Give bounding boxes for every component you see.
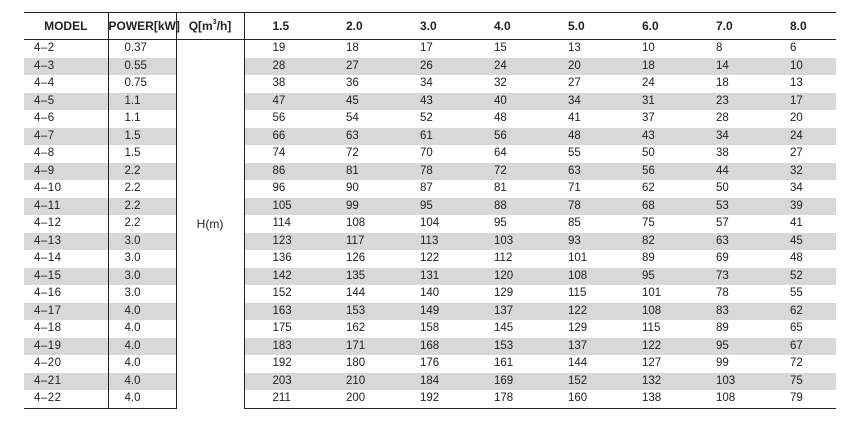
power-cell: 3.0 <box>108 250 176 268</box>
head-value-cell: 168 <box>392 338 466 356</box>
head-value-cell: 57 <box>716 217 729 230</box>
head-value-cell: 39 <box>762 198 836 216</box>
head-value-cell: 15 <box>494 42 507 55</box>
head-value-cell: 64 <box>494 147 507 160</box>
model-cell: 4–8 <box>24 145 108 163</box>
model-cell: 4–5 <box>24 93 108 111</box>
head-value-cell: 203 <box>244 373 318 391</box>
head-value-cell: 153 <box>318 303 392 321</box>
head-value-cell: 41 <box>790 217 803 230</box>
model-cell: 4–19 <box>24 338 108 356</box>
head-value-cell: 152 <box>540 373 614 391</box>
head-value-cell: 27 <box>318 58 392 76</box>
model-cell: 4–6 <box>24 110 108 128</box>
head-value-cell: 169 <box>466 373 540 391</box>
head-value-cell: 145 <box>494 322 514 335</box>
head-value-cell: 163 <box>244 303 318 321</box>
head-value-cell: 103 <box>466 233 540 251</box>
head-value-cell: 144 <box>568 357 588 370</box>
power-cell: 4.0 <box>108 303 176 321</box>
power-cell: 4.0 <box>108 338 176 356</box>
head-value-cell: 28 <box>244 58 318 76</box>
power-cell: 1.5 <box>108 145 176 163</box>
head-value-cell: 62 <box>642 182 655 195</box>
head-value-cell: 175 <box>272 322 292 335</box>
power-cell: 3.0 <box>108 268 176 286</box>
head-value-cell: 129 <box>568 322 588 335</box>
model-cell: 4–17 <box>24 303 108 321</box>
model-cell: 4–3 <box>24 58 108 76</box>
head-value-cell: 200 <box>318 390 392 408</box>
power-cell: 3.0 <box>108 285 176 303</box>
table-row <box>24 390 836 408</box>
head-value-cell: 62 <box>762 303 836 321</box>
head-value-cell: 18 <box>346 42 359 55</box>
flow-column-header: 4.0 <box>466 13 540 40</box>
head-value-cell: 50 <box>716 182 729 195</box>
table-row <box>24 215 836 233</box>
table-row <box>24 145 836 163</box>
flow-column-header: 2.0 <box>318 13 392 40</box>
head-value-cell: 95 <box>494 217 507 230</box>
head-value-cell: 72 <box>466 163 540 181</box>
head-value-cell: 140 <box>420 287 440 300</box>
head-value-cell: 95 <box>688 338 762 356</box>
head-value-cell: 127 <box>642 357 662 370</box>
head-value-cell: 178 <box>466 390 540 408</box>
power-cell: 4.0 <box>108 373 176 391</box>
power-cell: 2.2 <box>108 180 176 198</box>
head-value-cell: 6 <box>790 42 797 55</box>
flow-rate-superscript: 3 <box>212 19 217 26</box>
head-value-cell: 81 <box>318 163 392 181</box>
head-value-cell: 68 <box>614 198 688 216</box>
table-row <box>24 198 836 216</box>
head-value-cell: 103 <box>688 373 762 391</box>
head-value-cell: 88 <box>466 198 540 216</box>
model-cell: 4–11 <box>24 198 108 216</box>
power-cell: 0.55 <box>108 58 176 76</box>
head-value-cell: 149 <box>392 303 466 321</box>
table-body <box>24 40 836 409</box>
head-value-cell: 61 <box>392 128 466 146</box>
head-value-cell: 108 <box>614 303 688 321</box>
head-value-cell: 34 <box>790 182 803 195</box>
head-value-cell: 132 <box>614 373 688 391</box>
head-value-cell: 138 <box>614 390 688 408</box>
model-cell: 4–15 <box>24 268 108 286</box>
head-value-cell: 93 <box>540 233 614 251</box>
head-value-cell: 34 <box>540 93 614 111</box>
table-row <box>24 93 836 111</box>
head-value-cell: 101 <box>568 252 588 265</box>
power-cell: 2.2 <box>108 215 176 233</box>
head-value-cell: 180 <box>346 357 366 370</box>
head-value-cell: 34 <box>420 77 433 90</box>
head-value-cell: 10 <box>642 42 655 55</box>
head-value-cell: 14 <box>688 58 762 76</box>
head-value-cell: 66 <box>244 128 318 146</box>
flow-column-header: 1.5 <box>244 13 318 40</box>
flow-rate-prefix: Q[m <box>188 19 213 33</box>
head-value-cell: 135 <box>318 268 392 286</box>
table-row <box>24 110 836 128</box>
head-value-cell: 83 <box>688 303 762 321</box>
head-value-cell: 65 <box>790 322 803 335</box>
head-value-cell: 55 <box>790 287 803 300</box>
power-cell: 4.0 <box>108 320 176 338</box>
table-row <box>24 268 836 286</box>
head-value-cell: 26 <box>392 58 466 76</box>
head-value-cell: 53 <box>688 198 762 216</box>
head-value-cell: 82 <box>614 233 688 251</box>
head-value-cell: 56 <box>466 128 540 146</box>
head-value-cell: 122 <box>420 252 440 265</box>
model-cell: 4–4 <box>24 75 108 93</box>
head-value-cell: 36 <box>346 77 359 90</box>
power-header: POWER[kW] <box>108 13 176 40</box>
table-row <box>24 180 836 198</box>
head-value-cell: 24 <box>642 77 655 90</box>
table-row <box>24 355 836 373</box>
power-cell: 4.0 <box>108 355 176 373</box>
power-cell: 2.2 <box>108 163 176 181</box>
head-value-cell: 122 <box>540 303 614 321</box>
table-row <box>24 320 836 338</box>
head-value-cell: 129 <box>494 287 514 300</box>
flow-column-header: 8.0 <box>762 13 836 40</box>
head-value-cell: 192 <box>392 390 466 408</box>
head-value-cell: 63 <box>688 233 762 251</box>
model-cell: 4–12 <box>24 215 108 233</box>
head-value-cell: 136 <box>272 252 292 265</box>
head-value-cell: 55 <box>568 147 581 160</box>
table-row <box>24 285 836 303</box>
head-value-cell: 112 <box>494 252 513 265</box>
head-value-cell: 45 <box>762 233 836 251</box>
head-value-cell: 50 <box>642 147 655 160</box>
head-value-cell: 108 <box>346 217 366 230</box>
head-value-cell: 75 <box>762 373 836 391</box>
table-row <box>24 163 836 181</box>
table-row <box>24 128 836 146</box>
head-value-cell: 20 <box>540 58 614 76</box>
flow-column-header: 6.0 <box>614 13 688 40</box>
head-value-cell: 105 <box>244 198 318 216</box>
head-value-cell: 162 <box>346 322 366 335</box>
model-cell: 4–13 <box>24 233 108 251</box>
head-value-cell: 24 <box>466 58 540 76</box>
head-value-cell: 120 <box>466 268 540 286</box>
head-value-cell: 67 <box>762 338 836 356</box>
head-value-cell: 85 <box>568 217 581 230</box>
head-value-cell: 117 <box>318 233 392 251</box>
head-value-cell: 99 <box>716 357 729 370</box>
head-value-cell: 108 <box>688 390 762 408</box>
model-cell: 4–18 <box>24 320 108 338</box>
head-value-cell: 176 <box>420 357 440 370</box>
head-value-cell: 48 <box>790 252 803 265</box>
head-value-cell: 47 <box>244 93 318 111</box>
head-value-cell: 89 <box>716 322 729 335</box>
head-value-cell: 52 <box>420 112 433 125</box>
head-value-cell: 81 <box>494 182 507 195</box>
head-value-cell: 113 <box>392 233 466 251</box>
head-value-cell: 95 <box>614 268 688 286</box>
head-value-cell: 38 <box>272 77 286 90</box>
head-value-cell: 137 <box>540 338 614 356</box>
head-value-cell: 18 <box>614 58 688 76</box>
model-cell: 4–20 <box>24 355 108 373</box>
head-value-cell: 45 <box>318 93 392 111</box>
head-value-cell: 101 <box>642 287 662 300</box>
head-value-cell: 131 <box>392 268 466 286</box>
table-row <box>24 303 836 321</box>
table-row <box>24 373 836 391</box>
head-value-cell: 95 <box>392 198 466 216</box>
head-value-cell: 96 <box>272 182 286 195</box>
power-cell: 0.37 <box>108 40 176 58</box>
head-value-cell: 56 <box>614 163 688 181</box>
head-value-cell: 56 <box>272 112 286 125</box>
table-row <box>24 75 836 93</box>
model-cell: 4–2 <box>24 40 108 58</box>
head-value-cell: 63 <box>540 163 614 181</box>
head-value-cell: 108 <box>540 268 614 286</box>
head-value-cell: 38 <box>716 147 729 160</box>
head-value-cell: 90 <box>346 182 359 195</box>
head-value-cell: 192 <box>272 357 292 370</box>
head-value-cell: 13 <box>790 77 803 90</box>
head-value-cell: 126 <box>346 252 366 265</box>
head-value-cell: 74 <box>272 147 286 160</box>
head-value-cell: 152 <box>272 287 292 300</box>
head-value-cell: 13 <box>568 42 581 55</box>
head-value-cell: 89 <box>642 252 655 265</box>
head-value-cell: 160 <box>540 390 614 408</box>
head-value-cell: 158 <box>420 322 440 335</box>
head-value-cell: 24 <box>762 128 836 146</box>
head-value-cell: 144 <box>346 287 366 300</box>
power-cell: 3.0 <box>108 233 176 251</box>
head-value-cell: 69 <box>716 252 729 265</box>
header-row <box>24 13 836 40</box>
head-value-cell: 142 <box>244 268 318 286</box>
head-value-cell: 43 <box>614 128 688 146</box>
table-row <box>24 338 836 356</box>
head-value-cell: 27 <box>790 147 803 160</box>
model-cell: 4–16 <box>24 285 108 303</box>
head-value-cell: 122 <box>614 338 688 356</box>
head-value-cell: 31 <box>614 93 688 111</box>
head-value-cell: 41 <box>568 112 581 125</box>
head-value-cell: 171 <box>318 338 392 356</box>
head-value-cell: 137 <box>466 303 540 321</box>
head-value-cell: 72 <box>346 147 359 160</box>
model-cell: 4–10 <box>24 180 108 198</box>
power-cell: 0.75 <box>108 75 176 93</box>
model-header: MODEL <box>24 13 108 40</box>
head-value-cell: 115 <box>642 322 661 335</box>
flow-column-header: 3.0 <box>392 13 466 40</box>
table-row <box>24 233 836 251</box>
head-label-cell: H(m) <box>176 40 244 409</box>
power-cell: 1.1 <box>108 110 176 128</box>
head-value-cell: 114 <box>272 217 291 230</box>
flow-rate-header <box>176 13 244 40</box>
head-value-cell: 48 <box>494 112 507 125</box>
head-value-cell: 54 <box>346 112 359 125</box>
flow-column-header: 7.0 <box>688 13 762 40</box>
pump-performance-table <box>24 12 836 409</box>
head-value-cell: 52 <box>762 268 836 286</box>
head-value-cell: 44 <box>688 163 762 181</box>
head-value-cell: 34 <box>688 128 762 146</box>
head-value-cell: 210 <box>318 373 392 391</box>
head-value-cell: 17 <box>420 42 433 55</box>
power-cell: 2.2 <box>108 198 176 216</box>
head-value-cell: 32 <box>762 163 836 181</box>
head-value-cell: 78 <box>540 198 614 216</box>
head-value-cell: 78 <box>392 163 466 181</box>
head-value-cell: 73 <box>688 268 762 286</box>
model-cell: 4–22 <box>24 390 108 408</box>
head-value-cell: 8 <box>716 42 723 55</box>
head-value-cell: 32 <box>494 77 507 90</box>
head-value-cell: 20 <box>790 112 803 125</box>
head-value-cell: 17 <box>762 93 836 111</box>
head-value-cell: 63 <box>318 128 392 146</box>
power-cell: 1.1 <box>108 93 176 111</box>
table-row <box>24 250 836 268</box>
head-value-cell: 75 <box>642 217 655 230</box>
head-value-cell: 40 <box>466 93 540 111</box>
model-cell: 4–7 <box>24 128 108 146</box>
head-value-cell: 78 <box>716 287 729 300</box>
head-value-cell: 161 <box>494 357 514 370</box>
model-cell: 4–21 <box>24 373 108 391</box>
head-value-cell: 211 <box>244 390 318 408</box>
table-row <box>24 58 836 76</box>
head-value-cell: 48 <box>540 128 614 146</box>
head-value-cell: 104 <box>420 217 440 230</box>
head-value-cell: 87 <box>420 182 433 195</box>
head-value-cell: 70 <box>420 147 433 160</box>
head-value-cell: 28 <box>716 112 729 125</box>
head-value-cell: 99 <box>318 198 392 216</box>
head-value-cell: 27 <box>568 77 581 90</box>
head-value-cell: 37 <box>642 112 655 125</box>
head-value-cell: 71 <box>568 182 581 195</box>
head-value-cell: 19 <box>272 42 286 55</box>
head-value-cell: 183 <box>244 338 318 356</box>
power-cell: 1.5 <box>108 128 176 146</box>
head-value-cell: 184 <box>392 373 466 391</box>
head-value-cell: 72 <box>790 357 803 370</box>
head-value-cell: 79 <box>762 390 836 408</box>
head-value-cell: 115 <box>568 287 587 300</box>
head-value-cell: 23 <box>688 93 762 111</box>
model-cell: 4–14 <box>24 250 108 268</box>
head-value-cell: 10 <box>762 58 836 76</box>
head-value-cell: 86 <box>244 163 318 181</box>
model-cell: 4–9 <box>24 163 108 181</box>
head-value-cell: 43 <box>392 93 466 111</box>
flow-column-header: 5.0 <box>540 13 614 40</box>
head-value-cell: 153 <box>466 338 540 356</box>
head-value-cell: 18 <box>716 77 729 90</box>
head-value-cell: 123 <box>244 233 318 251</box>
power-cell: 4.0 <box>108 390 176 408</box>
table-row <box>24 40 836 58</box>
flow-rate-suffix: /h] <box>216 19 232 33</box>
